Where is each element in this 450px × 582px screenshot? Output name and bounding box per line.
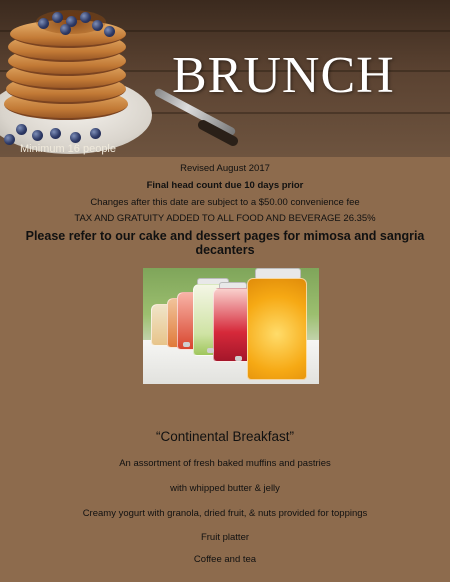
page-title: BRUNCH	[172, 47, 395, 104]
dessert-pages-note: Please refer to our cake and dessert pages for mimosa and sangria decanters	[25, 229, 425, 257]
changes-fee-note: Changes after this date are subject to a $50.00 convenience fee	[90, 197, 360, 208]
menu-item: with whipped butter & jelly	[170, 483, 280, 494]
menu-item: An assortment of fresh baked muffins and pastries	[119, 458, 331, 469]
menu-item: Fruit platter	[200, 532, 250, 543]
beverage-jars-image	[143, 268, 319, 384]
tax-gratuity-note: TAX AND GRATUITY ADDED TO ALL FOOD AND BEVERAGE 26.35%	[74, 213, 376, 224]
menu-item: Creamy yogurt with granola, dried fruit, & nuts provided for toppings	[82, 508, 368, 519]
menu-item: Coffee and tea	[193, 554, 257, 565]
head-count-note: Final head count due 10 days prior	[146, 180, 304, 191]
revised-date: Revised August 2017	[180, 163, 270, 174]
continental-breakfast-title: “Continental Breakfast”	[155, 429, 295, 444]
header-banner-image	[0, 0, 450, 157]
minimum-people-text: Minimum 16 people	[20, 143, 116, 155]
